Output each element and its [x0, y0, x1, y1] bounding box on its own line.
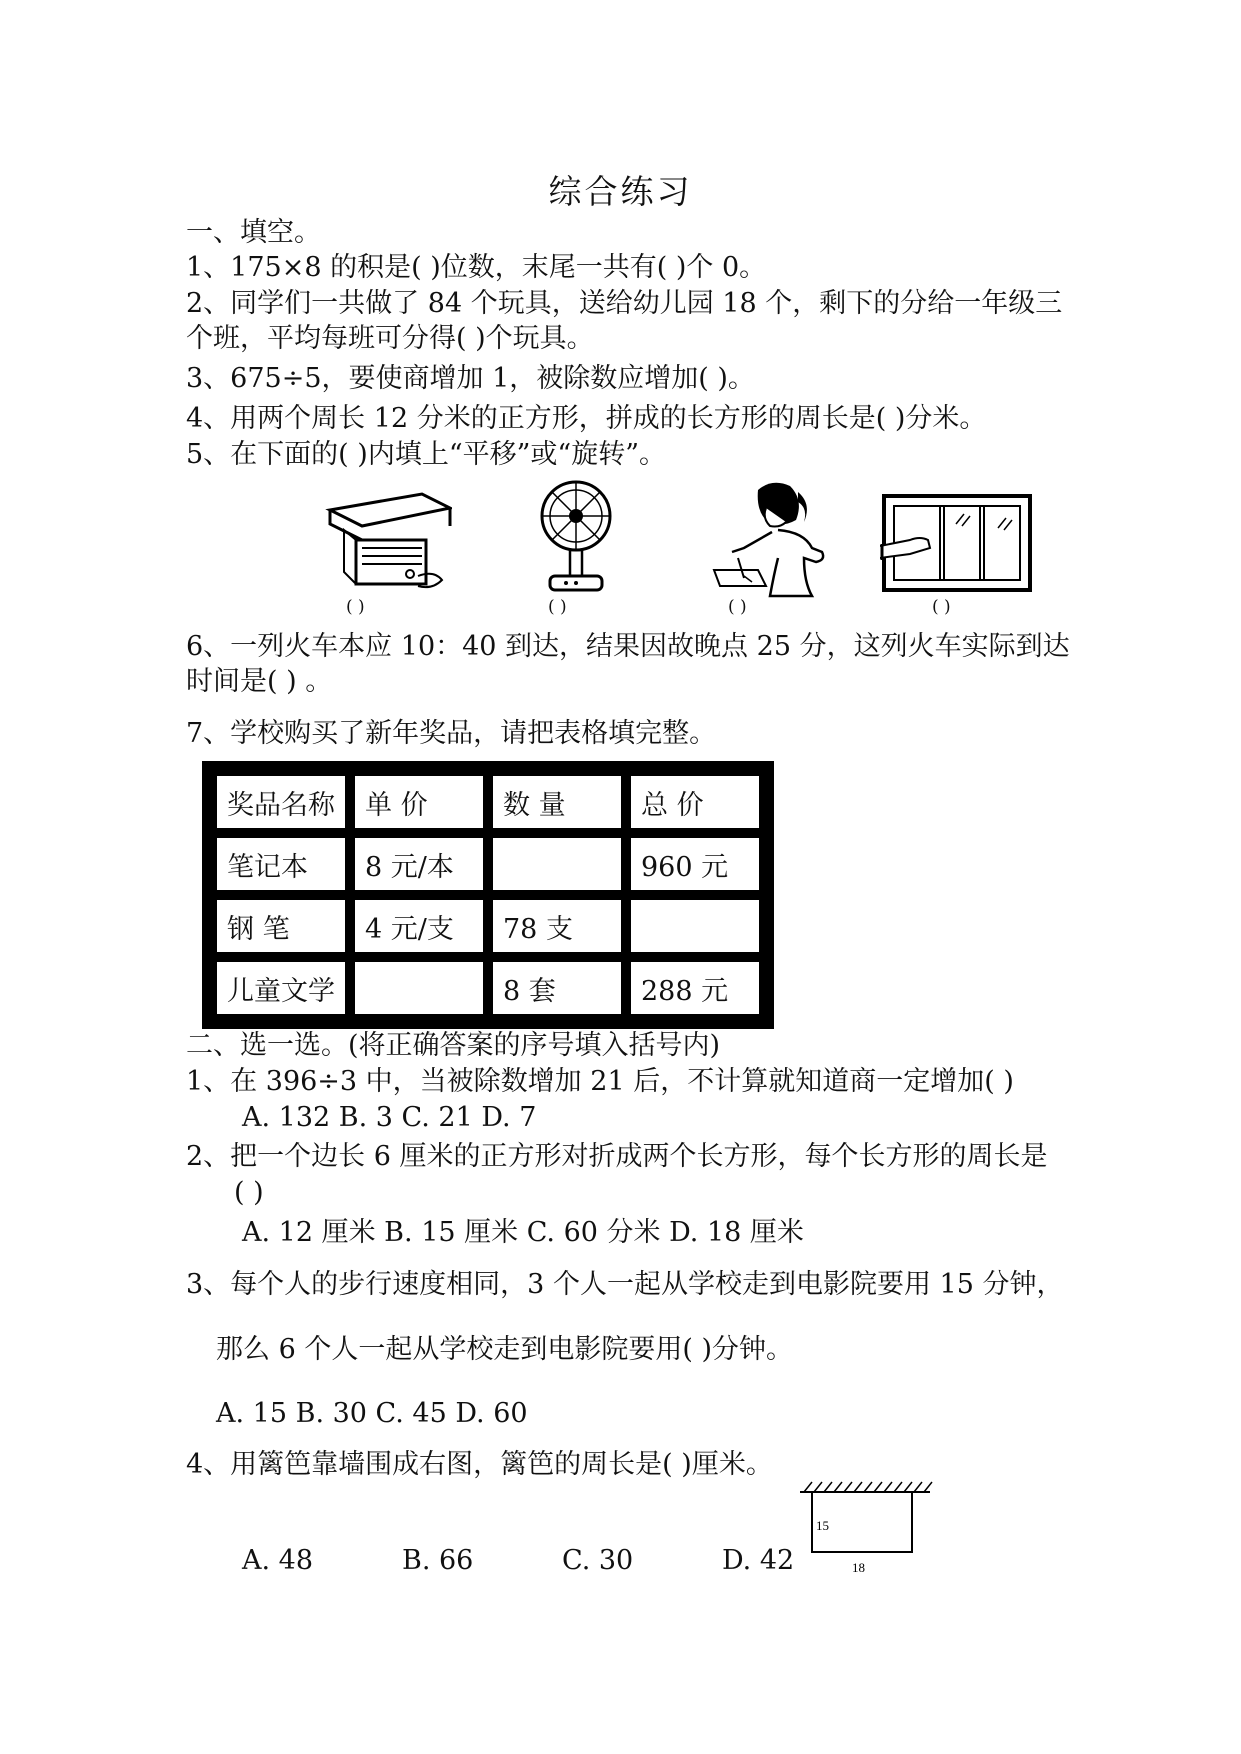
table-row [215, 960, 761, 1016]
table-cell[interactable] [629, 898, 761, 954]
prize-table [202, 761, 774, 1029]
choice-q2-line1: 2、把一个边长 6 厘米的正方形对折成两个长方形，每个长方形的周长是 [186, 1141, 1048, 1172]
choice-q2-options: A. 12 厘米 B. 15 厘米 C. 60 分米 D. 18 厘米 [242, 1217, 804, 1248]
table-cell: 78 支 [491, 898, 623, 954]
choice-q4-option-d: D. 42 [722, 1545, 795, 1576]
sliding-window-icon [880, 494, 1034, 594]
picture-paren-1: ( ) [346, 597, 365, 617]
fill-q2-line1: 2、同学们一共做了 84 个玩具，送给幼儿园 18 个，剩下的分给一年级三 [186, 288, 1063, 319]
table-header-cell: 总 价 [629, 774, 761, 830]
choice-q3-options: A. 15 B. 30 C. 45 D. 60 [216, 1398, 528, 1429]
fence-figure [800, 1478, 940, 1578]
choice-q3-line2: 那么 6 个人一起从学校走到电影院要用( )分钟。 [216, 1334, 793, 1365]
section2-heading: 二、选一选。(将正确答案的序号填入括号内) [186, 1030, 721, 1061]
table-cell[interactable] [491, 836, 623, 892]
table-cell: 钢 笔 [215, 898, 347, 954]
table-header-cell: 单 价 [353, 774, 485, 830]
fill-q7: 7、学校购买了新年奖品，请把表格填完整。 [186, 718, 717, 749]
section1-heading: 一、填空。 [186, 217, 321, 248]
table-header-row [215, 774, 761, 830]
choice-q2-line2: ( ) [234, 1177, 264, 1208]
table-header-cell: 奖品名称 [215, 774, 347, 830]
table-row [215, 836, 761, 892]
table-cell: 8 元/本 [353, 836, 485, 892]
fan-icon [536, 478, 616, 598]
table-header-cell: 数 量 [491, 774, 623, 830]
drawer-icon [322, 486, 452, 598]
table-cell: 儿童文学 [215, 960, 347, 1016]
table-cell: 288 元 [629, 960, 761, 1016]
choice-q4-option-b: B. 66 [402, 1545, 474, 1576]
table-cell[interactable] [353, 960, 485, 1016]
fill-q4: 4、用两个周长 12 分米的正方形，拼成的长方形的周长是( )分米。 [186, 403, 987, 434]
page-title: 综合练习 [548, 172, 693, 211]
fill-q6-line1: 6、一列火车本应 10：40 到达，结果因故晚点 25 分，这列火车实际到达 [186, 631, 1070, 662]
fill-q6-line2: 时间是( ) 。 [186, 666, 333, 697]
fill-q3: 3、675÷5，要使商增加 1，被除数应增加( )。 [186, 363, 755, 394]
table-cell: 8 套 [491, 960, 623, 1016]
fence-bottom-label: 18 [852, 1560, 865, 1575]
fill-q2-line2: 个班，平均每班可分得( )个玩具。 [186, 323, 594, 354]
choice-q4-option-c: C. 30 [562, 1545, 634, 1576]
table-cell: 960 元 [629, 836, 761, 892]
girl-writing-icon [708, 478, 830, 598]
choice-q3-line1: 3、每个人的步行速度相同，3 个人一起从学校走到电影院要用 15 分钟， [186, 1269, 1064, 1300]
fence-side-label: 15 [816, 1518, 829, 1533]
table-cell: 4 元/支 [353, 898, 485, 954]
choice-q1: 1、在 396÷3 中，当被除数增加 21 后，不计算就知道商一定增加( ) [186, 1066, 1014, 1097]
fill-q1: 1、175×8 的积是( )位数，末尾一共有( )个 0。 [186, 252, 767, 283]
picture-paren-4: ( ) [932, 597, 951, 617]
choice-q1-options: A. 132 B. 3 C. 21 D. 7 [242, 1102, 537, 1133]
picture-paren-3: ( ) [728, 597, 747, 617]
choice-q4-option-a: A. 48 [242, 1545, 314, 1576]
fill-q5: 5、在下面的( )内填上“平移”或“旋转”。 [186, 439, 667, 470]
table-cell: 笔记本 [215, 836, 347, 892]
choice-q4: 4、用篱笆靠墙围成右图，篱笆的周长是( )厘米。 [186, 1449, 773, 1480]
table-row [215, 898, 761, 954]
picture-paren-2: ( ) [548, 597, 567, 617]
